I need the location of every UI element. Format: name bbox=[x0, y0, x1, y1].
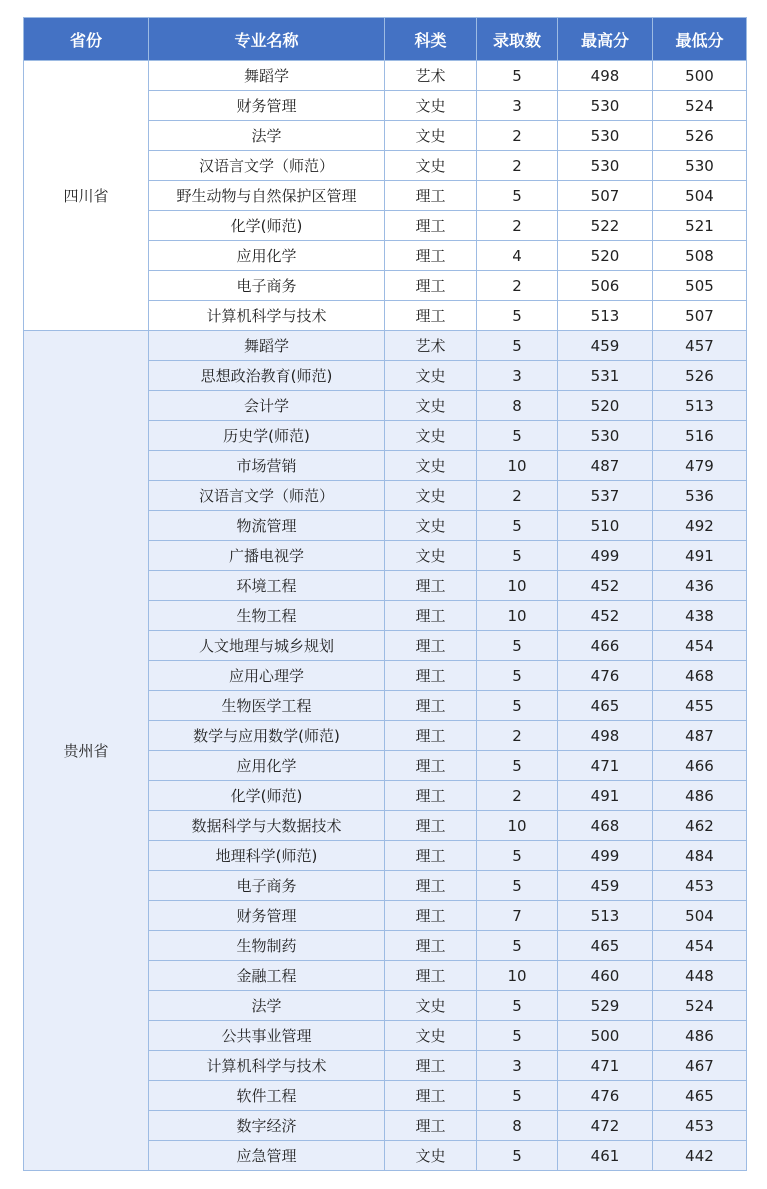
major-cell: 计算机科学与技术 bbox=[149, 1051, 385, 1081]
max-score-cell: 471 bbox=[558, 751, 653, 781]
min-score-cell: 457 bbox=[653, 331, 747, 361]
min-score-cell: 479 bbox=[653, 451, 747, 481]
category-cell: 理工 bbox=[385, 931, 477, 961]
category-cell: 文史 bbox=[385, 511, 477, 541]
category-cell: 理工 bbox=[385, 181, 477, 211]
admitted-cell: 5 bbox=[477, 1021, 558, 1051]
admitted-cell: 5 bbox=[477, 541, 558, 571]
max-score-cell: 465 bbox=[558, 691, 653, 721]
max-score-cell: 498 bbox=[558, 721, 653, 751]
major-cell: 环境工程 bbox=[149, 571, 385, 601]
major-cell: 广播电视学 bbox=[149, 541, 385, 571]
min-score-cell: 504 bbox=[653, 901, 747, 931]
major-cell: 市场营销 bbox=[149, 451, 385, 481]
major-cell: 数字经济 bbox=[149, 1111, 385, 1141]
min-score-cell: 526 bbox=[653, 121, 747, 151]
category-cell: 理工 bbox=[385, 601, 477, 631]
min-score-cell: 486 bbox=[653, 781, 747, 811]
max-score-cell: 460 bbox=[558, 961, 653, 991]
major-cell: 电子商务 bbox=[149, 871, 385, 901]
major-cell: 生物医学工程 bbox=[149, 691, 385, 721]
header-row bbox=[24, 18, 747, 61]
major-cell: 生物制药 bbox=[149, 931, 385, 961]
category-cell: 理工 bbox=[385, 301, 477, 331]
admitted-cell: 5 bbox=[477, 841, 558, 871]
max-score-cell: 522 bbox=[558, 211, 653, 241]
admitted-cell: 3 bbox=[477, 1051, 558, 1081]
category-cell: 理工 bbox=[385, 631, 477, 661]
category-cell: 理工 bbox=[385, 1051, 477, 1081]
category-cell: 理工 bbox=[385, 961, 477, 991]
admitted-cell: 2 bbox=[477, 151, 558, 181]
min-score-cell: 465 bbox=[653, 1081, 747, 1111]
max-score-cell: 476 bbox=[558, 1081, 653, 1111]
max-score-cell: 465 bbox=[558, 931, 653, 961]
max-score-cell: 520 bbox=[558, 241, 653, 271]
major-cell: 应用心理学 bbox=[149, 661, 385, 691]
admitted-cell: 10 bbox=[477, 571, 558, 601]
major-cell: 金融工程 bbox=[149, 961, 385, 991]
admitted-cell: 5 bbox=[477, 421, 558, 451]
admitted-cell: 10 bbox=[477, 601, 558, 631]
max-score-cell: 510 bbox=[558, 511, 653, 541]
min-score-cell: 500 bbox=[653, 61, 747, 91]
major-cell: 物流管理 bbox=[149, 511, 385, 541]
admitted-cell: 2 bbox=[477, 721, 558, 751]
admitted-cell: 5 bbox=[477, 661, 558, 691]
max-score-cell: 466 bbox=[558, 631, 653, 661]
major-cell: 思想政治教育(师范) bbox=[149, 361, 385, 391]
min-score-cell: 466 bbox=[653, 751, 747, 781]
major-cell: 化学(师范) bbox=[149, 781, 385, 811]
major-cell: 电子商务 bbox=[149, 271, 385, 301]
max-score-cell: 500 bbox=[558, 1021, 653, 1051]
admission-score-table bbox=[23, 17, 747, 1171]
max-score-cell: 507 bbox=[558, 181, 653, 211]
admitted-cell: 10 bbox=[477, 811, 558, 841]
min-score-cell: 484 bbox=[653, 841, 747, 871]
category-cell: 理工 bbox=[385, 241, 477, 271]
admitted-cell: 2 bbox=[477, 781, 558, 811]
admitted-cell: 5 bbox=[477, 871, 558, 901]
major-cell: 数学与应用数学(师范) bbox=[149, 721, 385, 751]
category-cell: 理工 bbox=[385, 211, 477, 241]
min-score-cell: 436 bbox=[653, 571, 747, 601]
category-cell: 文史 bbox=[385, 421, 477, 451]
max-score-cell: 499 bbox=[558, 541, 653, 571]
min-score-cell: 442 bbox=[653, 1141, 747, 1171]
max-score-cell: 530 bbox=[558, 91, 653, 121]
min-score-cell: 491 bbox=[653, 541, 747, 571]
category-cell: 文史 bbox=[385, 91, 477, 121]
category-cell: 理工 bbox=[385, 721, 477, 751]
max-score-cell: 452 bbox=[558, 571, 653, 601]
major-cell: 汉语言文学（师范） bbox=[149, 151, 385, 181]
major-cell: 软件工程 bbox=[149, 1081, 385, 1111]
min-score-cell: 448 bbox=[653, 961, 747, 991]
major-cell: 计算机科学与技术 bbox=[149, 301, 385, 331]
admitted-cell: 3 bbox=[477, 361, 558, 391]
max-score-cell: 459 bbox=[558, 331, 653, 361]
min-score-cell: 486 bbox=[653, 1021, 747, 1051]
header-max-score: 最高分 bbox=[558, 18, 653, 61]
max-score-cell: 499 bbox=[558, 841, 653, 871]
min-score-cell: 513 bbox=[653, 391, 747, 421]
header-min-score: 最低分 bbox=[653, 18, 747, 61]
max-score-cell: 459 bbox=[558, 871, 653, 901]
category-cell: 文史 bbox=[385, 121, 477, 151]
min-score-cell: 516 bbox=[653, 421, 747, 451]
category-cell: 理工 bbox=[385, 1081, 477, 1111]
admitted-cell: 5 bbox=[477, 691, 558, 721]
max-score-cell: 461 bbox=[558, 1141, 653, 1171]
min-score-cell: 508 bbox=[653, 241, 747, 271]
admitted-cell: 4 bbox=[477, 241, 558, 271]
min-score-cell: 468 bbox=[653, 661, 747, 691]
max-score-cell: 487 bbox=[558, 451, 653, 481]
admitted-cell: 10 bbox=[477, 451, 558, 481]
category-cell: 理工 bbox=[385, 571, 477, 601]
category-cell: 文史 bbox=[385, 361, 477, 391]
category-cell: 理工 bbox=[385, 661, 477, 691]
max-score-cell: 506 bbox=[558, 271, 653, 301]
max-score-cell: 472 bbox=[558, 1111, 653, 1141]
major-cell: 财务管理 bbox=[149, 91, 385, 121]
province-cell: 四川省 bbox=[24, 61, 149, 331]
category-cell: 理工 bbox=[385, 871, 477, 901]
province-cell: 贵州省 bbox=[24, 331, 149, 1171]
max-score-cell: 491 bbox=[558, 781, 653, 811]
major-cell: 会计学 bbox=[149, 391, 385, 421]
category-cell: 理工 bbox=[385, 901, 477, 931]
header-major: 专业名称 bbox=[149, 18, 385, 61]
major-cell: 应用化学 bbox=[149, 751, 385, 781]
major-cell: 历史学(师范) bbox=[149, 421, 385, 451]
major-cell: 野生动物与自然保护区管理 bbox=[149, 181, 385, 211]
min-score-cell: 492 bbox=[653, 511, 747, 541]
table-row bbox=[24, 331, 747, 361]
admitted-cell: 7 bbox=[477, 901, 558, 931]
max-score-cell: 468 bbox=[558, 811, 653, 841]
max-score-cell: 530 bbox=[558, 421, 653, 451]
category-cell: 理工 bbox=[385, 1111, 477, 1141]
category-cell: 理工 bbox=[385, 811, 477, 841]
header-admitted: 录取数 bbox=[477, 18, 558, 61]
category-cell: 理工 bbox=[385, 841, 477, 871]
admitted-cell: 5 bbox=[477, 331, 558, 361]
min-score-cell: 504 bbox=[653, 181, 747, 211]
min-score-cell: 524 bbox=[653, 991, 747, 1021]
max-score-cell: 498 bbox=[558, 61, 653, 91]
admitted-cell: 3 bbox=[477, 91, 558, 121]
min-score-cell: 507 bbox=[653, 301, 747, 331]
admitted-cell: 2 bbox=[477, 481, 558, 511]
max-score-cell: 471 bbox=[558, 1051, 653, 1081]
major-cell: 法学 bbox=[149, 991, 385, 1021]
major-cell: 人文地理与城乡规划 bbox=[149, 631, 385, 661]
major-cell: 数据科学与大数据技术 bbox=[149, 811, 385, 841]
max-score-cell: 476 bbox=[558, 661, 653, 691]
major-cell: 舞蹈学 bbox=[149, 61, 385, 91]
min-score-cell: 438 bbox=[653, 601, 747, 631]
min-score-cell: 536 bbox=[653, 481, 747, 511]
category-cell: 文史 bbox=[385, 541, 477, 571]
admitted-cell: 5 bbox=[477, 1141, 558, 1171]
category-cell: 文史 bbox=[385, 1141, 477, 1171]
max-score-cell: 531 bbox=[558, 361, 653, 391]
major-cell: 舞蹈学 bbox=[149, 331, 385, 361]
category-cell: 艺术 bbox=[385, 61, 477, 91]
max-score-cell: 529 bbox=[558, 991, 653, 1021]
admitted-cell: 5 bbox=[477, 751, 558, 781]
major-cell: 公共事业管理 bbox=[149, 1021, 385, 1051]
admitted-cell: 5 bbox=[477, 511, 558, 541]
admitted-cell: 2 bbox=[477, 121, 558, 151]
category-cell: 文史 bbox=[385, 1021, 477, 1051]
admitted-cell: 5 bbox=[477, 991, 558, 1021]
header-category: 科类 bbox=[385, 18, 477, 61]
category-cell: 艺术 bbox=[385, 331, 477, 361]
category-cell: 理工 bbox=[385, 781, 477, 811]
min-score-cell: 462 bbox=[653, 811, 747, 841]
min-score-cell: 467 bbox=[653, 1051, 747, 1081]
admitted-cell: 2 bbox=[477, 271, 558, 301]
major-cell: 化学(师范) bbox=[149, 211, 385, 241]
admitted-cell: 5 bbox=[477, 301, 558, 331]
category-cell: 理工 bbox=[385, 751, 477, 781]
admitted-cell: 5 bbox=[477, 931, 558, 961]
major-cell: 法学 bbox=[149, 121, 385, 151]
admitted-cell: 5 bbox=[477, 61, 558, 91]
max-score-cell: 530 bbox=[558, 121, 653, 151]
header-province: 省份 bbox=[24, 18, 149, 61]
major-cell: 应用化学 bbox=[149, 241, 385, 271]
min-score-cell: 453 bbox=[653, 1111, 747, 1141]
category-cell: 文史 bbox=[385, 391, 477, 421]
table-body bbox=[24, 61, 747, 1171]
admitted-cell: 5 bbox=[477, 631, 558, 661]
major-cell: 应急管理 bbox=[149, 1141, 385, 1171]
min-score-cell: 454 bbox=[653, 631, 747, 661]
max-score-cell: 520 bbox=[558, 391, 653, 421]
min-score-cell: 526 bbox=[653, 361, 747, 391]
max-score-cell: 513 bbox=[558, 301, 653, 331]
min-score-cell: 524 bbox=[653, 91, 747, 121]
max-score-cell: 452 bbox=[558, 601, 653, 631]
admitted-cell: 10 bbox=[477, 961, 558, 991]
min-score-cell: 455 bbox=[653, 691, 747, 721]
min-score-cell: 505 bbox=[653, 271, 747, 301]
min-score-cell: 453 bbox=[653, 871, 747, 901]
admitted-cell: 8 bbox=[477, 391, 558, 421]
major-cell: 生物工程 bbox=[149, 601, 385, 631]
category-cell: 文史 bbox=[385, 991, 477, 1021]
category-cell: 理工 bbox=[385, 691, 477, 721]
major-cell: 地理科学(师范) bbox=[149, 841, 385, 871]
min-score-cell: 521 bbox=[653, 211, 747, 241]
max-score-cell: 513 bbox=[558, 901, 653, 931]
major-cell: 财务管理 bbox=[149, 901, 385, 931]
admitted-cell: 8 bbox=[477, 1111, 558, 1141]
major-cell: 汉语言文学（师范） bbox=[149, 481, 385, 511]
admitted-cell: 2 bbox=[477, 211, 558, 241]
min-score-cell: 454 bbox=[653, 931, 747, 961]
category-cell: 理工 bbox=[385, 271, 477, 301]
min-score-cell: 530 bbox=[653, 151, 747, 181]
category-cell: 文史 bbox=[385, 481, 477, 511]
admitted-cell: 5 bbox=[477, 181, 558, 211]
table-row bbox=[24, 61, 747, 91]
admitted-cell: 5 bbox=[477, 1081, 558, 1111]
max-score-cell: 530 bbox=[558, 151, 653, 181]
category-cell: 文史 bbox=[385, 451, 477, 481]
category-cell: 文史 bbox=[385, 151, 477, 181]
max-score-cell: 537 bbox=[558, 481, 653, 511]
min-score-cell: 487 bbox=[653, 721, 747, 751]
